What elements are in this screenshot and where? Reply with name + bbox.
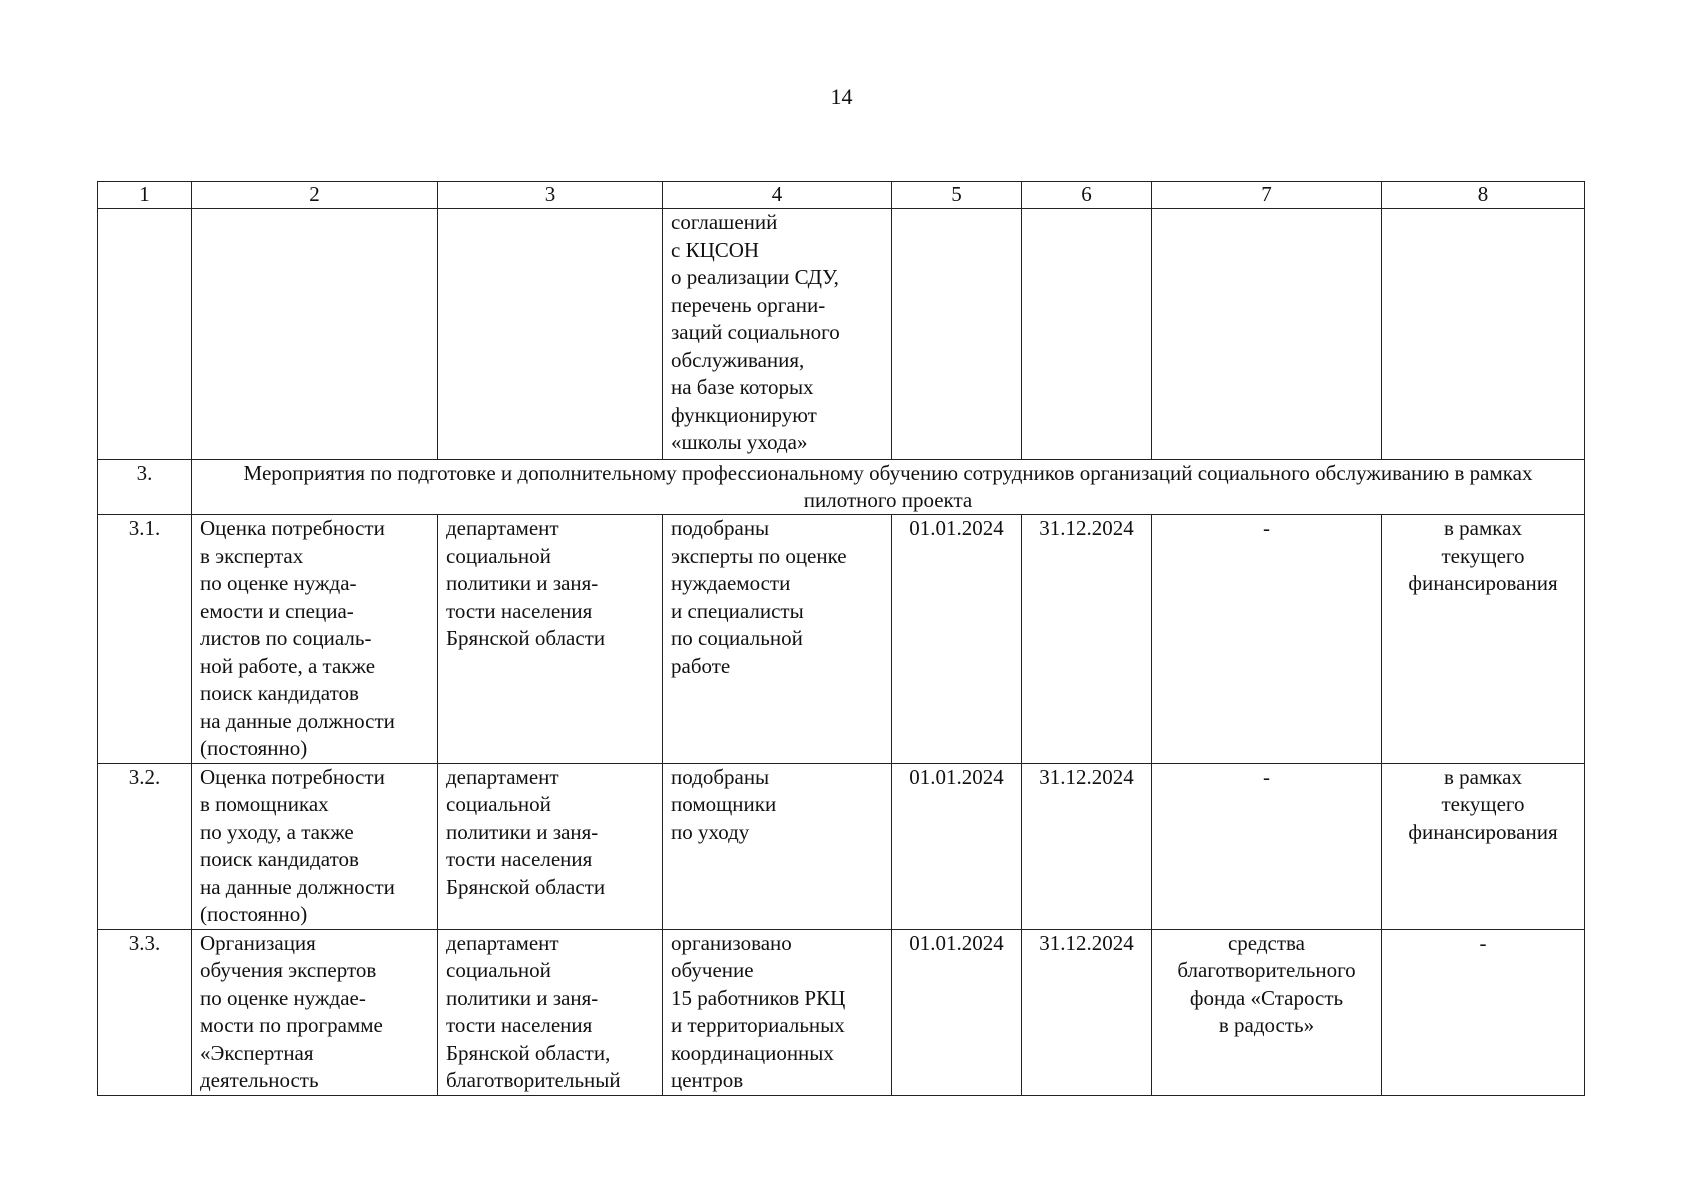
responsible-cell: департамент социальной политики и заня- тости населения Брянской области [438, 763, 663, 929]
row-number: 3.1. [98, 515, 192, 764]
empty-cell [1382, 209, 1585, 460]
end-date-cell: 31.12.2024 [1022, 929, 1152, 1095]
section-row [98, 460, 1585, 515]
header-cell-6: 6 [1022, 182, 1152, 209]
responsible-cell: департамент социальной политики и заня- тости населения Брянской области [438, 515, 663, 764]
row-number: 3.3. [98, 929, 192, 1095]
row-number: 3.2. [98, 763, 192, 929]
empty-cell [98, 209, 192, 460]
table-row [98, 515, 1585, 764]
empty-cell [192, 209, 438, 460]
event-cell: Оценка потребности в помощниках по уходу, а также поиск кандидатов на данные должности (постоянно) [192, 763, 438, 929]
empty-cell [1022, 209, 1152, 460]
header-cell-3: 3 [438, 182, 663, 209]
start-date-cell: 01.01.2024 [892, 929, 1022, 1095]
empty-cell [438, 209, 663, 460]
empty-cell [1152, 209, 1382, 460]
event-cell: Оценка потребности в экспертах по оценке нужда- емости и специа- листов по социаль- ной работе, а также поиск кандидатов на данные должности (постоянно) [192, 515, 438, 764]
empty-cell [892, 209, 1022, 460]
source-cell: - [1152, 515, 1382, 764]
header-cell-4: 4 [663, 182, 892, 209]
financing-cell: в рамках текущего финансирования [1382, 515, 1585, 764]
column-number-header [98, 182, 1585, 209]
end-date-cell: 31.12.2024 [1022, 515, 1152, 764]
financing-cell: - [1382, 929, 1585, 1095]
end-date-cell: 31.12.2024 [1022, 763, 1152, 929]
source-cell: - [1152, 763, 1382, 929]
table-row [98, 763, 1585, 929]
start-date-cell: 01.01.2024 [892, 763, 1022, 929]
page-number: 14 [830, 84, 853, 109]
table-row [98, 929, 1585, 1095]
result-cell: организовано обучение 15 работников РКЦ и территориальных координационных центров [663, 929, 892, 1095]
responsible-cell: департамент социальной политики и заня- тости населения Брянской области, благотворительный [438, 929, 663, 1095]
section-title: Мероприятия по подготовке и дополнительному профессиональному обучению сотрудников организаций социального обслуживанию в рамках пилотного проекта [192, 460, 1585, 515]
header-cell-5: 5 [892, 182, 1022, 209]
plan-table [97, 181, 1585, 1096]
source-cell: средства благотворительного фонда «Старость в радость» [1152, 929, 1382, 1095]
result-cell: соглашений с КЦСОН о реализации СДУ, перечень органи- заций социального обслуживания, на базе которых функционируют «школы ухода» [663, 209, 892, 460]
result-cell: подобраны помощники по уходу [663, 763, 892, 929]
result-cell: подобраны эксперты по оценке нуждаемости и специалисты по социальной работе [663, 515, 892, 764]
event-cell: Организация обучения экспертов по оценке нуждае- мости по программе «Экспертная деятельность [192, 929, 438, 1095]
section-number: 3. [98, 460, 192, 515]
continuation-row [98, 209, 1585, 460]
start-date-cell: 01.01.2024 [892, 515, 1022, 764]
financing-cell: в рамках текущего финансирования [1382, 763, 1585, 929]
header-cell-2: 2 [192, 182, 438, 209]
header-cell-1: 1 [98, 182, 192, 209]
header-cell-7: 7 [1152, 182, 1382, 209]
header-cell-8: 8 [1382, 182, 1585, 209]
